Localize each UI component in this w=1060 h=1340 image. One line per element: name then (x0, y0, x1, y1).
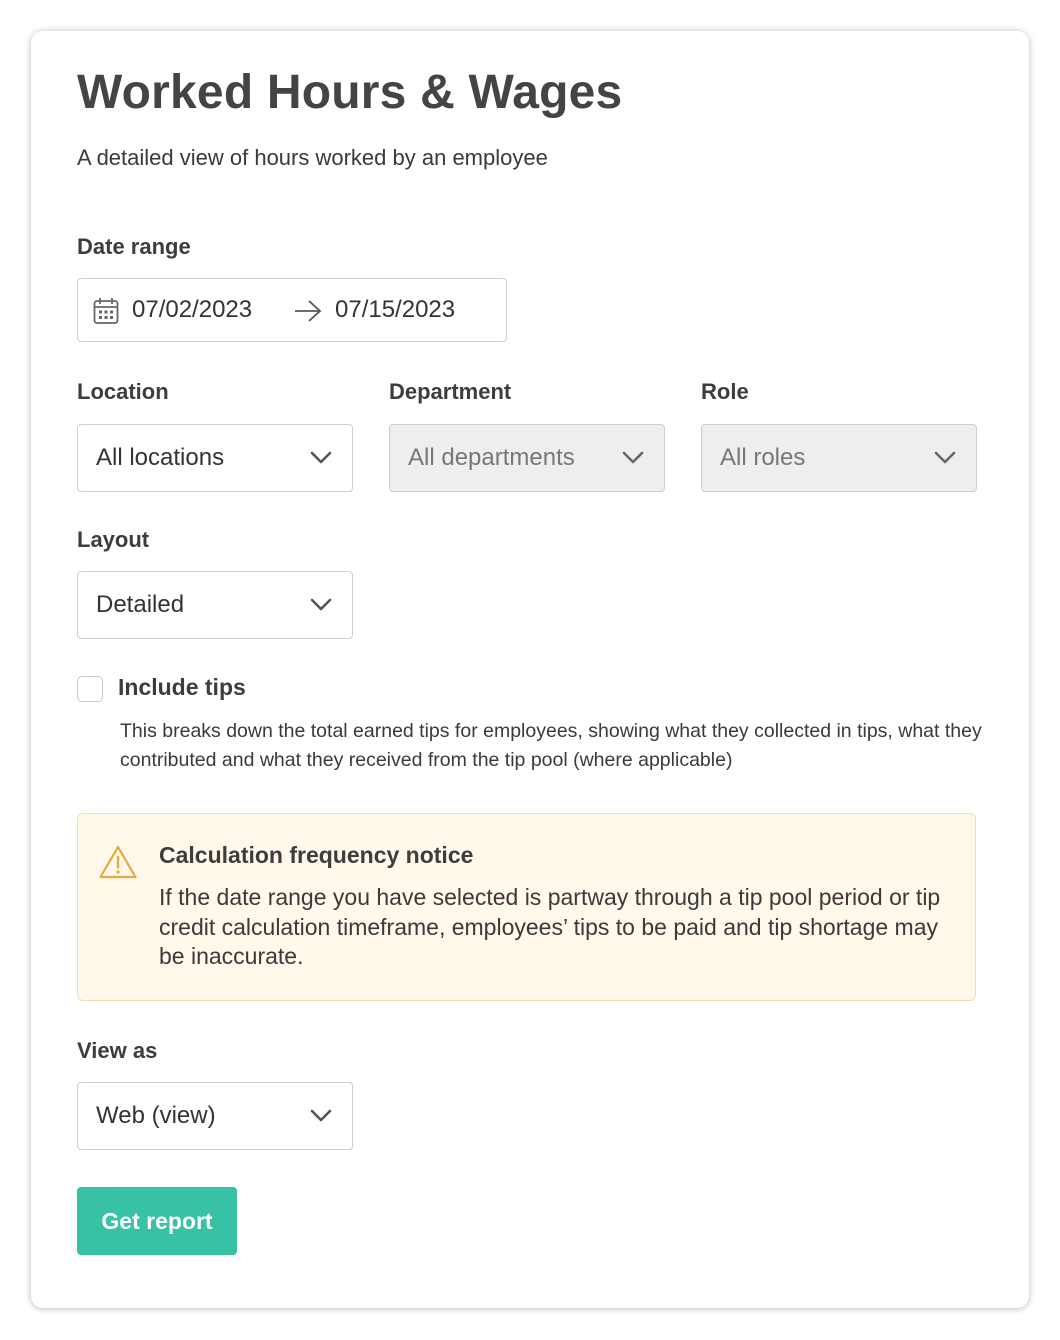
include-tips-description: This breaks down the total earned tips for employees, showing what they collected in tips, what they contributed and what they received from the tip pool (where applicable) (120, 720, 982, 771)
view-as-select[interactable] (77, 1082, 353, 1150)
include-tips-label[interactable]: Include tips (118, 674, 246, 700)
location-select[interactable] (77, 424, 353, 492)
location-value: All locations (96, 444, 225, 471)
calendar-icon (93, 297, 119, 330)
date-range-label: Date range (77, 234, 191, 259)
chevron-down-icon (310, 1109, 332, 1128)
layout-value: Detailed (96, 591, 185, 618)
arrow-right-icon (294, 299, 322, 328)
location-label: Location (77, 379, 169, 404)
date-range-picker[interactable] (77, 278, 507, 342)
page-subtitle: A detailed view of hours worked by an employee (77, 145, 548, 170)
department-value: All departments (408, 444, 575, 471)
role-label: Role (701, 379, 749, 404)
get-report-button[interactable]: Get report (77, 1187, 237, 1255)
chevron-down-icon (934, 451, 956, 470)
warning-icon (98, 844, 138, 885)
role-select[interactable] (701, 424, 977, 492)
start-date[interactable]: 07/02/2023 (132, 296, 253, 323)
view-as-value: Web (view) (96, 1102, 216, 1129)
chevron-down-icon (622, 451, 644, 470)
notice-title: Calculation frequency notice (159, 842, 474, 868)
department-label: Department (389, 379, 512, 404)
notice-body: If the date range you have selected is partway through a tip pool period or tip credit calculation timeframe, employees’ tips to be paid and tip shortage may be inaccurate. (159, 884, 941, 969)
page-title: Worked Hours & Wages (77, 66, 623, 119)
layout-label: Layout (77, 527, 150, 552)
include-tips-checkbox[interactable] (77, 676, 103, 702)
view-as-label: View as (77, 1038, 158, 1063)
chevron-down-icon (310, 598, 332, 617)
chevron-down-icon (310, 451, 332, 470)
layout-select[interactable] (77, 571, 353, 639)
calculation-notice (77, 813, 976, 1001)
role-value: All roles (720, 444, 806, 471)
report-card (31, 31, 1029, 1308)
department-select[interactable] (389, 424, 665, 492)
end-date[interactable]: 07/15/2023 (335, 296, 456, 323)
